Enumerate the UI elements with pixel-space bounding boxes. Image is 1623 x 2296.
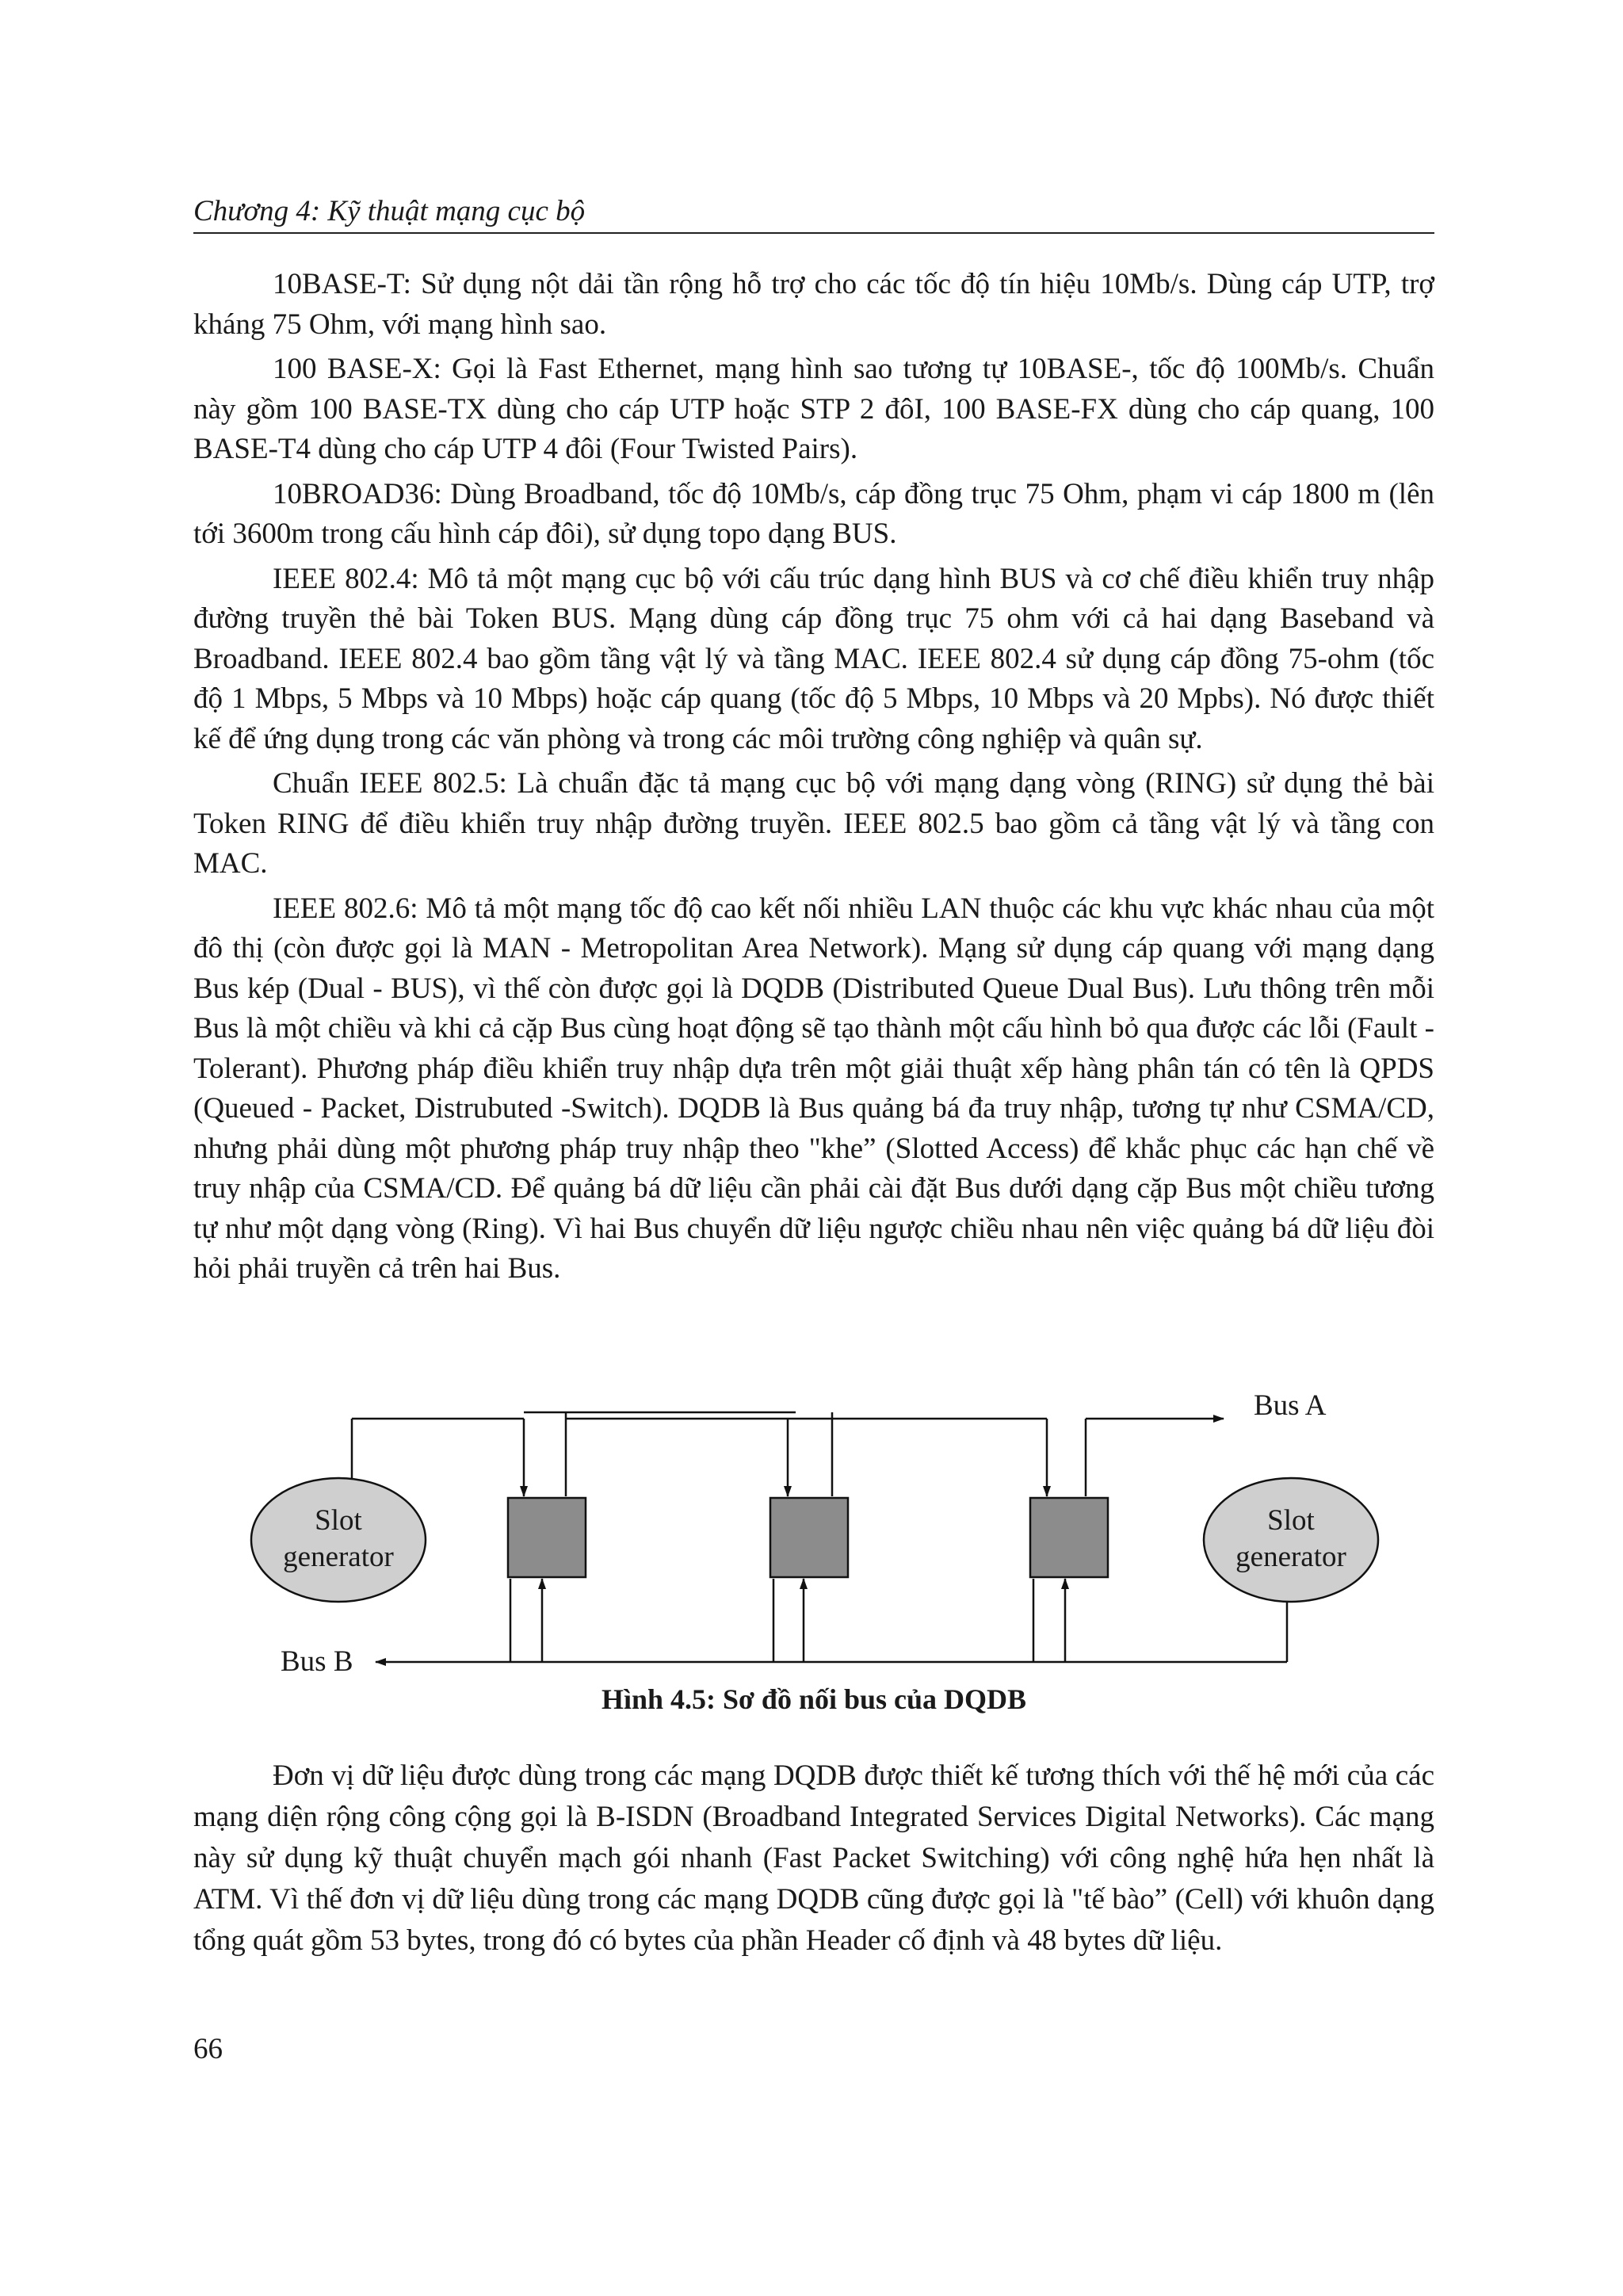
node-3	[1030, 1498, 1108, 1577]
node-2	[770, 1498, 848, 1577]
paragraph-ieee-802-5: Chuẩn IEEE 802.5: Là chuẩn đặc tả mạng cục bộ với mạng dạng vòng (RING) sử dụng thẻ bài Token RING để điều khiển truy nhập đường truyền. IEEE 802.5 bao gồm cả tầng vật lý và tầng con MAC.	[193, 767, 1434, 880]
page-header	[193, 193, 1434, 234]
left-generator-label	[251, 1503, 426, 1576]
left-generator-line1: Slot	[315, 1504, 362, 1537]
dqdb-bus-diagram	[193, 1379, 1434, 1728]
paragraph-10base-t: 10BASE-T: Sử dụng nột dải tần rộng hỗ trợ cho các tốc độ tín hiệu 10Mb/s. Dùng cáp UTP, trợ kháng 75 Ohm, với mạng hình sao.	[193, 268, 1434, 341]
paragraph-10broad36: 10BROAD36: Dùng Broadband, tốc độ 10Mb/s, cáp đồng trục 75 Ohm, phạm vi cáp 1800 m (lên tới 3600m trong cấu hình cáp đôi), sử dụng topo dạng BUS.	[193, 477, 1434, 550]
figure-caption: Hình 4.5: Sơ đồ nối bus của DQDB	[601, 1683, 1027, 1715]
paragraph-ieee-802-4: IEEE 802.4: Mô tả một mạng cục bộ với cấu trúc dạng hình BUS và cơ chế điều khiển truy nhập đường truyền thẻ bài Token BUS. Mạng dùng cáp đồng trục 75 ohm với cả hai dạng Baseband và Broadband. IEEE 802.4 bao gồm tầng vật lý và tầng MAC. IEEE 802.4 sử dụng cáp đồng 75-ohm (tốc độ 1 Mbps, 5 Mbps và 10 Mbps) hoặc cáp quang (tốc độ 5 Mbps, 10 Mbps và 20 Mpbs). Nó được thiết kế để ứng dụng trong các văn phòng và trong các môi trường công nghiệp và quân sự.	[193, 562, 1434, 755]
right-generator-line1: Slot	[1267, 1504, 1315, 1537]
closing-text	[193, 1755, 1434, 1966]
paragraph-dqdb-cell: Đơn vị dữ liệu được dùng trong các mạng DQDB được thiết kế tương thích với thế hệ mới của các mạng diện rộng công cộng gọi là B-ISDN (Broadband Integrated Services Digital Networks). Các mạng này sử dụng kỹ thuật chuyển mạch gói nhanh (Fast Packet Switching) với công nghệ hứa hẹn nhất là ATM. Vì thế đơn vị dữ liệu dùng trong các mạng DQDB cũng được gọi là "tế bào” (Cell) với khuôn dạng tổng quát gồm 53 bytes, trong đó có bytes của phần Header cố định và 48 bytes dữ liệu.	[193, 1759, 1434, 1957]
paragraph-ieee-802-6: IEEE 802.6: Mô tả một mạng tốc độ cao kết nối nhiều LAN thuộc các khu vực khác nhau của một đô thị (còn được gọi là MAN - Metropolitan Area Network). Mạng sử dụng cáp quang với mạng dạng Bus kép (Dual - BUS), vì thế còn được gọi là DQDB (Distributed Queue Dual Bus). Lưu thông trên mỗi Bus là một chiều và khi cả cặp Bus cùng hoạt động sẽ tạo thành một cấu hình bỏ qua được các lỗi (Fault - Tolerant). Phương pháp điều khiển truy nhập dựa trên một giải thuật xếp hàng phân tán có tên là QPDS (Queued - Packet, Distrubuted -Switch). DQDB là Bus quảng bá đa truy nhập, tương tự như CSMA/CD, nhưng phải dùng một phương pháp truy nhập theo "khe” (Slotted Access) để khắc phục các hạn chế về truy nhập của CSMA/CD. Để quảng bá dữ liệu cần phải cài đặt Bus dưới dạng cặp Bus một chiều tương tự như một dạng vòng (Ring). Vì hai Bus chuyển dữ liệu ngược chiều nhau nên việc quảng bá dữ liệu đòi hỏi phải truyền cả trên hai Bus.	[193, 892, 1434, 1285]
right-generator-line2: generator	[1235, 1541, 1346, 1573]
bus-a-label: Bus A	[1254, 1389, 1327, 1422]
body-text	[193, 265, 1434, 1294]
node-1	[508, 1498, 586, 1577]
bus-b-label: Bus B	[281, 1645, 353, 1678]
page-number: 66	[193, 2033, 223, 2065]
paragraph-100base-x: 100 BASE-X: Gọi là Fast Ethernet, mạng hình sao tương tự 10BASE-, tốc độ 100Mb/s. Chuẩn này gồm 100 BASE-TX dùng cho cáp UTP hoặc STP 2 đôI, 100 BASE-FX dùng cho cáp quang, 100 BASE-T4 dùng cho cáp UTP 4 đôi (Four Twisted Pairs).	[193, 353, 1434, 465]
left-generator-line2: generator	[283, 1541, 394, 1573]
right-generator-label	[1204, 1503, 1378, 1576]
chapter-title: Chương 4: Kỹ thuật mạng cục bộ	[193, 195, 586, 227]
